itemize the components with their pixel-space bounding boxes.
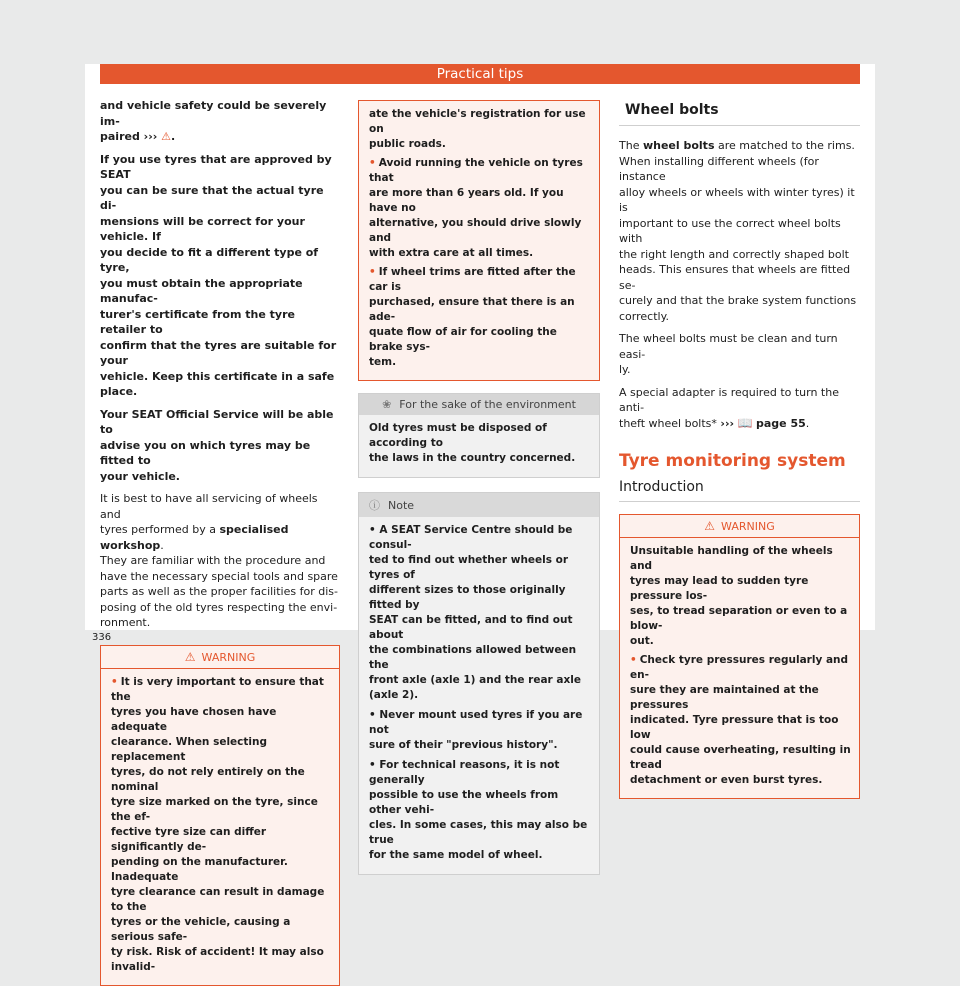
info-icon: ⓘ [369,499,380,512]
col3-p2: The wheel bolts must be clean and turn easi- ly. [619,332,838,376]
col1-p1: and vehicle safety could be severely im- paired ››› ⚠. [100,99,327,143]
col1-p3: Your SEAT Official Service will be able to advise you on which tyres may be fitted to your vehicle. [100,407,334,483]
page-reference-link[interactable]: page 55 [755,416,806,430]
environment-box: ❀ For the sake of the environment Old tyres must be disposed of according to the laws in the country concerned. [358,393,600,478]
environment-header: ❀ For the sake of the environment [359,394,599,415]
col1-p4: It is best to have all servicing of wheels and tyres performed by a specialised workshop. They are familiar with the procedure and have the necessary special tools and spare parts as well as the proper facilities for dis- posing of the old tyres respecting the envi- ronment. [100,492,338,629]
warning-text: • It is very important to ensure that the tyres you have chosen have adequate clearance. When selecting replacement tyres, do not rely entirely on the nominal tyre size marked on the tyre, since the ef- fective tyre size can differ significantly de- pending on the manufacturer. Inadequate tyre clearance can result in damage to the tyres or the vehicle, causing a serious safe- ty risk. Risk of accident! It may also invalid- [111,675,325,973]
warning-header: ⚠ WARNING [620,515,859,538]
column-2 [358,100,600,875]
col1-p2: If you use tyres that are approved by SEAT you can be sure that the actual tyre di- mensions will be correct for your vehicle. If you decide to fit a different type of tyre, you must obtain the appropriate manufac- turer's certificate from the tyre retailer to confirm that the tyres are suitable for your vehicle. Keep this certificate in a safe place. [100,152,337,398]
column-3 [619,98,860,799]
header-title: Practical tips [436,66,524,82]
book-icon: 📖 [737,415,753,430]
note-box: ⓘ Note • A SEAT Service Centre should be consul- ted to find out whether wheels or tyres of different sizes to those originally fitted by SEAT can be fitted, and to find out about the combinations allowed between the front axle (axle 1) and the rear axle (axle 2). • Never mount used tyres if you are not sure of their "previous history". • For technical reasons, it is not generally possible to use the wheels from other vehi- cles. In some cases, this may also be true for the same model of wheel. [358,492,600,875]
wheel-bolts-title: Wheel bolts [619,98,860,126]
section-title: Tyre monitoring system [619,451,846,471]
flower-icon: ❀ [382,398,392,411]
warning-box-3: ⚠ WARNING Unsuitable handling of the wheels and tyres may lead to sudden tyre pressure los- ses, to tread separation or even to a blow- out. • Check tyre pressures regularly and en- sure they are maintained at the pressures indicated. Tyre pressure that is too low could cause overheating, resulting in tread detachment or even burst tyres. [619,514,860,799]
warning-box-1 [100,645,340,986]
warning-triangle-icon: ⚠ [704,519,716,533]
warning-box-continued: ate the vehicle's registration for use on public roads. • Avoid running the vehicle on tyres that are more than 6 years old. If you have no alternative, you should drive slowly and with extra care at all times. • If wheel trims are fitted after the car is purchased, ensure that there is an ade- quate flow of air for cooling the brake sys- tem. [358,100,600,381]
column-1 [100,98,340,986]
warning-triangle-icon: ⚠ [161,130,171,143]
page-number: 336 [92,632,112,643]
page-header [100,64,860,84]
warning-header: ⚠ WARNING [101,646,339,669]
subsection-title: Introduction [619,479,860,502]
warning-triangle-icon: ⚠ [184,649,196,664]
col3-p1: The wheel bolts are matched to the rims. When installing different wheels (for instance alloy wheels or wheels with winter tyres) it is important to use the correct wheel bolts with the right length and correctly shaped bolt heads. This ensures that wheels are fitted se- curely and that the brake system functions correctly. [619,139,857,323]
col3-p3: A special adapter is required to turn the anti- theft wheel bolts* ››› 📖 page 55. [619,385,839,430]
note-header: ⓘ Note [359,493,599,517]
